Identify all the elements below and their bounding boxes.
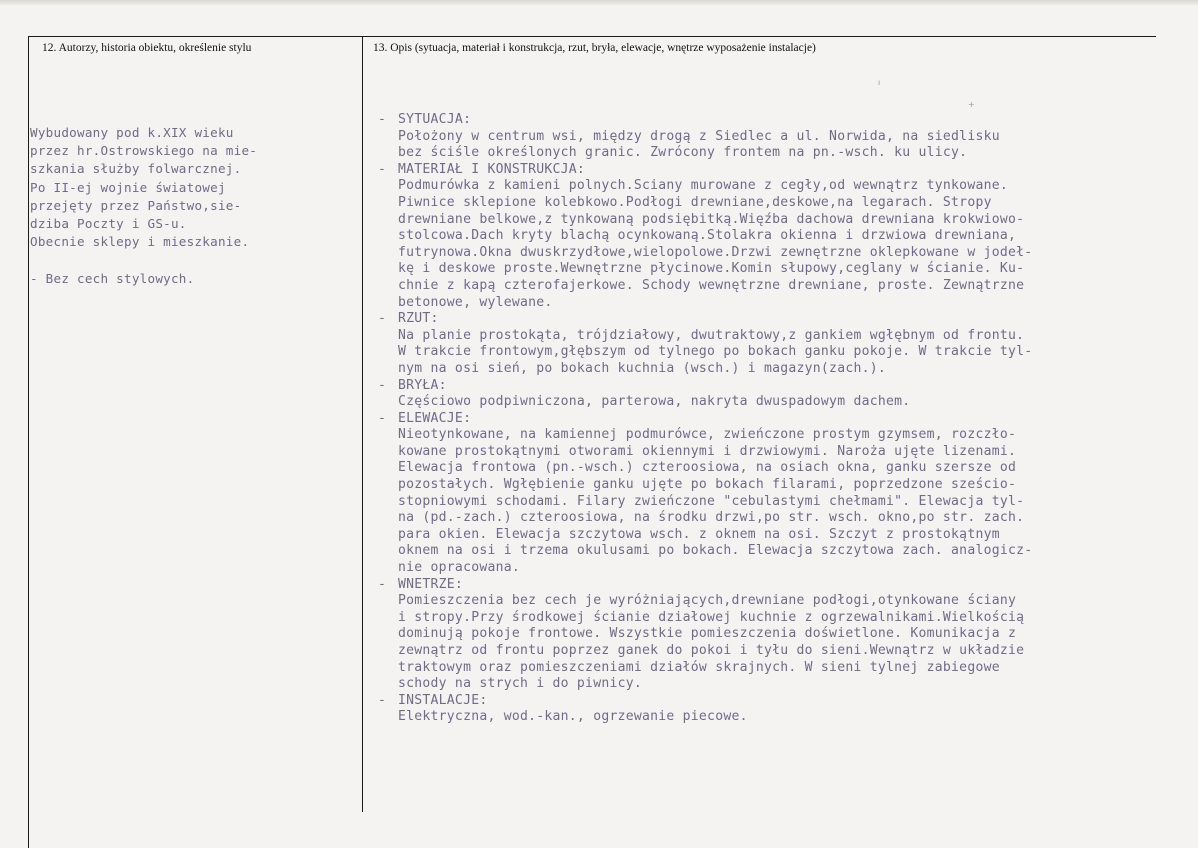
section-line-text: bez ściśle określonych granic. Zwrócony frontem na pn.-wsch. ku ulicy.	[398, 145, 968, 161]
dash-marker: -	[378, 692, 387, 708]
history-line	[30, 251, 257, 269]
section-line	[378, 676, 1032, 693]
history-line: dziba Poczty i GS-u.	[30, 216, 187, 232]
section-heading-text: ELEWACJE:	[398, 410, 472, 426]
history-line: przez hr.Ostrowskiego na mie-	[30, 143, 258, 159]
section-heading-text: RZUT:	[398, 311, 439, 327]
section-heading-text: WNETRZE:	[398, 576, 464, 592]
history-line: Wybudowany pod k.XIX wieku	[30, 125, 234, 140]
field-12-content	[30, 124, 257, 288]
section-line-text: kę i deskowe proste.Wewnętrzne płycinowe.Komin słupowy,ceglany w ścianie. Ku-	[398, 261, 1025, 277]
section-line	[378, 228, 1032, 245]
section-line-text: pozostałych. Wgłębienie ganku ujęte po bokach filarami, poprzedzone sześcio-	[398, 477, 1017, 493]
section-line-text: na (pd.-zach.) czteroosiowa, na środku drzwi,po str. wsch. okno,po str. zach.	[398, 510, 1025, 526]
field-13-header: 13. Opis (sytuacja, materiał i konstrukcja, rzut, bryła, elewacje, wnętrze wyposażenie instalacje)	[373, 42, 816, 54]
section-line-text: Na planie prostokąta, trójdziałowy, dwutraktowy,z gankiem wgłębnym od frontu.	[398, 327, 1025, 343]
history-line: szkania służby folwarcznej.	[30, 161, 242, 177]
section-heading	[378, 311, 1032, 328]
section-line-text: stolcowa.Dach kryty blachą ocynkowaną.Stolakra okienna i drzwiowa drewniana,	[398, 228, 1017, 244]
scan-speck: +	[968, 100, 975, 109]
section-line	[378, 709, 1032, 726]
section-line	[378, 295, 1032, 312]
section-line-text: Częściowo podpiwniczona, parterowa, nakryta dwuspadowym dachem.	[398, 394, 911, 410]
section-line	[378, 261, 1032, 278]
dash-marker: -	[378, 311, 387, 327]
section-line	[378, 195, 1032, 212]
section-line-text: dominują pokoje frontowe. Wszystkie pomieszczenia doświetlone. Komunikacja z	[398, 626, 1017, 642]
history-line: Obecnie sklepy i mieszkanie.	[30, 234, 250, 250]
section-line	[378, 361, 1032, 378]
history-line: Po II-ej wojnie światowej	[30, 179, 226, 195]
section-line	[378, 178, 1032, 195]
dash-marker: -	[378, 112, 387, 127]
section-line	[378, 560, 1032, 577]
scan-edge	[0, 0, 1198, 6]
section-line	[378, 660, 1032, 677]
dash-marker: -	[378, 161, 387, 177]
section-heading	[378, 378, 1032, 395]
history-line: przejęty przez Państwo,sie-	[30, 197, 242, 213]
section-line	[378, 543, 1032, 560]
section-line-text: W trakcie frontowym,głębszym od tylnego po bokach ganku pokoje. W trakcie tyl-	[398, 344, 1033, 360]
scan-speck: ı	[878, 78, 881, 87]
section-heading	[378, 162, 1032, 179]
section-line	[378, 245, 1032, 262]
column-divider-rule	[362, 36, 363, 812]
section-line-text: Elewacja frontowa (pn.-wsch.) czteroosiowa, na osiach okna, ganku szersze od	[398, 460, 1017, 476]
section-line	[378, 494, 1032, 511]
section-line-text: zewnątrz od frontu poprzez ganek do pokoi i tyłu do sieni.Wewnątrz w układzie	[398, 643, 1025, 658]
section-line-text: i stropy.Przy środkowej ścianie działowej kuchnie z ogrzewalnikami.Wielkością	[398, 609, 1025, 625]
section-line-text: Podmurówka z kamieni polnych.Sciany murowane z cegły,od wewnątrz tynkowane.	[398, 178, 1008, 194]
dash-marker: -	[378, 576, 387, 592]
dash-marker: -	[378, 377, 387, 393]
header-rule	[28, 36, 1156, 37]
section-line	[378, 527, 1032, 544]
section-line	[378, 643, 1032, 660]
section-line	[378, 626, 1032, 643]
section-heading-text: SYTUACJA:	[398, 112, 472, 127]
dash-marker: -	[378, 410, 387, 426]
field-12-header: 12. Autorzy, historia obiektu, określenie stylu	[42, 42, 252, 54]
section-line-text: nie opracowana.	[398, 560, 520, 576]
section-line	[378, 593, 1032, 610]
section-line-text: nym na osi sień, po bokach kuchnia (wsch.) i magazyn(zach.).	[398, 360, 886, 376]
section-line	[378, 394, 1032, 411]
section-line	[378, 510, 1032, 527]
section-line	[378, 460, 1032, 477]
section-heading	[378, 693, 1032, 710]
section-line-text: traktowym oraz pomieszczeniami działów skrajnych. W sieni tylnej zabiegowe	[398, 659, 1000, 675]
section-heading-text: INSTALACJE:	[398, 692, 488, 708]
section-line	[378, 129, 1032, 146]
section-line-text: chnie z kapą czterofajerkowe. Schody wewnętrzne drewniane, proste. Zewnątrzne	[398, 277, 1025, 293]
section-line-text: kowane prostokątnymi otworami okiennymi i drzwiowymi. Naroża ujęte lizenami.	[398, 443, 1017, 459]
section-line-text: stopniowymi schodami. Filary zwieńczone "cebulastymi chełmami". Elewacja tyl-	[398, 493, 1025, 509]
section-line	[378, 344, 1032, 361]
history-line: - Bez cech stylowych.	[30, 270, 195, 286]
section-line-text: Pomieszczenia bez cech je wyróżniających,drewniane podłogi,otynkowane ściany	[398, 593, 1017, 609]
section-line-text: Piwnice sklepione kolebkowo.Podłogi drewniane,deskowe,na legarach. Stropy	[398, 194, 992, 210]
section-line-text: Nieotynkowane, na kamiennej podmurówce, zwieńczone prostym gzymsem, rozczło-	[398, 427, 1017, 443]
section-line	[378, 145, 1032, 162]
field-13-content	[378, 112, 1032, 726]
section-line-text: betonowe, wylewane.	[398, 294, 553, 310]
section-heading-text: BRYŁA:	[398, 377, 447, 393]
section-line-text: Położony w centrum wsi, między drogą z Siedlec a ul. Norwida, na siedlisku	[398, 128, 1000, 144]
section-line	[378, 444, 1032, 461]
section-line	[378, 610, 1032, 627]
section-line	[378, 278, 1032, 295]
section-heading	[378, 112, 1032, 129]
section-line	[378, 328, 1032, 345]
left-border-rule	[28, 36, 29, 848]
section-line-text: futrynowa.Okna dwuskrzydłowe,wielopolowe.Drzwi zewnętrzne oklepkowane w jodeł-	[398, 244, 1033, 260]
section-line-text: Elektryczna, wod.-kan., ogrzewanie piecowe.	[398, 709, 748, 725]
section-line	[378, 427, 1032, 444]
section-line	[378, 477, 1032, 494]
section-heading-text: MATERIAŁ I KONSTRUKCJA:	[398, 161, 586, 177]
section-line-text: drewniane belkowe,z tynkowaną podsiębitką.Więźba dachowa drewniana krokwiowo-	[398, 211, 1025, 227]
section-line-text: schody na strych i do piwnicy.	[398, 676, 642, 692]
section-heading	[378, 411, 1032, 428]
section-line-text: para okien. Elewacja szczytowa wsch. z oknem na osi. Szczyt z prostokątnym	[398, 526, 1000, 542]
section-line-text: oknem na osi i trzema okulusami po bokach. Elewacja szczytowa zach. analogicz-	[398, 543, 1033, 559]
section-heading	[378, 577, 1032, 594]
section-line	[378, 212, 1032, 229]
